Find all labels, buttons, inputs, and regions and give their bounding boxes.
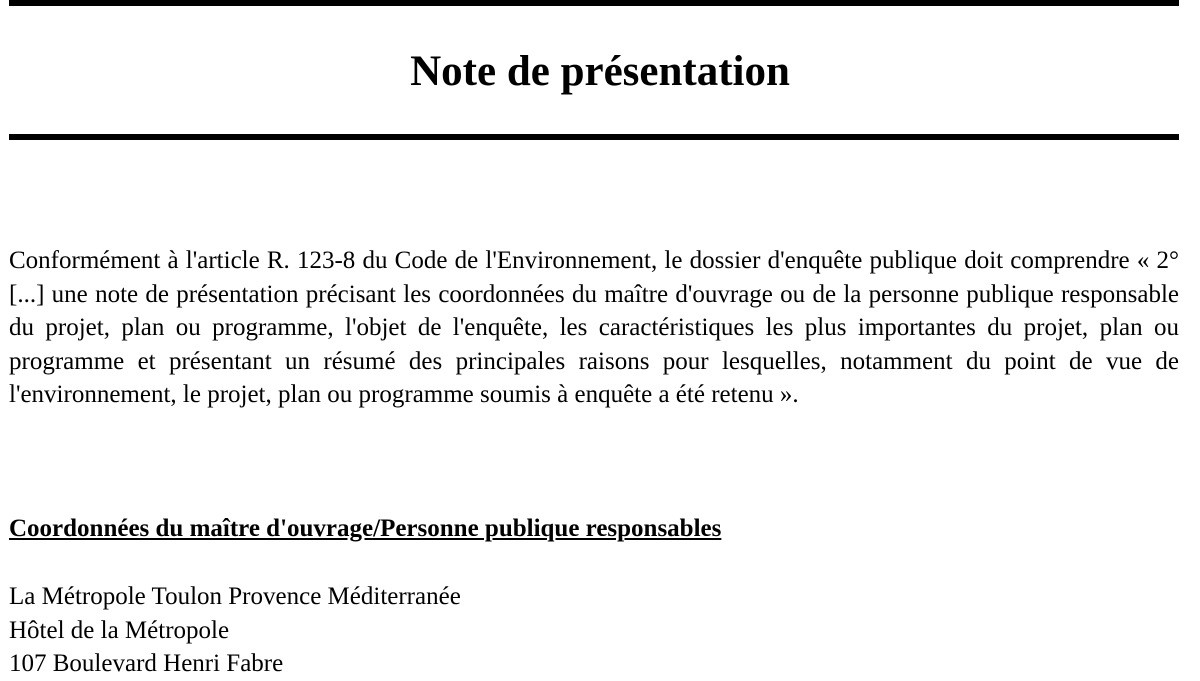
section-heading-coordinates: Coordonnées du maître d'ouvrage/Personne publique responsables	[9, 515, 722, 542]
address-line-building: Hôtel de la Métropole	[9, 616, 230, 644]
title-bottom-rule	[9, 134, 1179, 140]
address-line-street: 107 Boulevard Henri Fabre	[9, 650, 284, 677]
top-horizontal-rule	[9, 0, 1179, 6]
document-title: Note de présentation	[410, 48, 790, 95]
intro-paragraph: Conformément à l'article R. 123-8 du Code de l'Environnement, le dossier d'enquête publique doit comprendre « 2°[...] une note de présentation précisant les coordonnées du maître d'ouvrage ou de la personne publique responsable du projet, plan ou programme, l'objet de l'enquête, les caractéristiques les plus importantes du projet, plan ou programme et présentant un résumé des principales raisons pour lesquelles, notamment du point de vue de l'environnement, le projet, plan ou programme soumis à enquête a été retenu ».	[9, 247, 1179, 409]
address-block	[9, 580, 461, 681]
address-line-organization: La Métropole Toulon Provence Méditerranée	[9, 583, 461, 610]
